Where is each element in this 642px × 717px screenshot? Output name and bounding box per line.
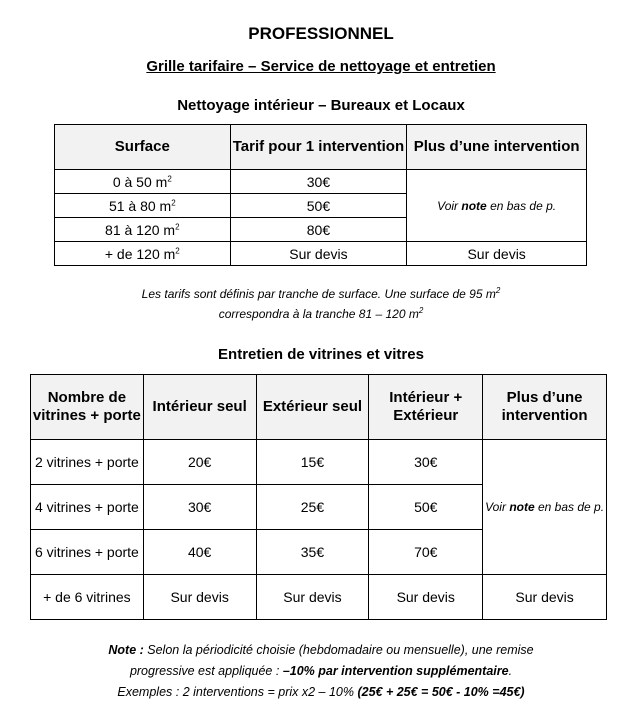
window-cleaning-table — [30, 374, 607, 620]
surface-cell: 51 à 80 $m^2$ — [55, 194, 231, 218]
price-cell: Sur devis — [256, 575, 369, 620]
see-note-cell: Voir note en bas de p. — [407, 170, 587, 242]
page-title: PROFESSIONNEL — [248, 24, 394, 43]
surface-caption: Les tarifs sont définis par tranche de surface. Une surface de 95 $m^2$ correspondra à la tranche 81 – 120 $m^2$ — [141, 286, 501, 321]
rate-cell: Sur devis — [230, 242, 407, 266]
price-cell: 25€ — [256, 485, 369, 530]
table-row — [31, 575, 607, 620]
price-cell: 20€ — [143, 440, 256, 485]
col-header-interior: Intérieur seul — [143, 375, 256, 440]
price-cell: Sur devis — [369, 575, 483, 620]
col-header-count: Nombre de vitrines + porte — [31, 375, 144, 440]
surface-cell: + de 120 $m^2$ — [55, 242, 231, 266]
price-cell: 30€ — [143, 485, 256, 530]
section2-heading: Entretien de vitrines et vitres — [218, 346, 424, 363]
price-cell: 30€ — [369, 440, 483, 485]
interior-cleaning-table — [54, 124, 587, 266]
rate-cell: 50€ — [230, 194, 407, 218]
page-subtitle: Grille tarifaire – Service de nettoyage et entretien — [146, 58, 496, 75]
price-cell: 70€ — [369, 530, 483, 575]
col-header-multi: Plus d’une intervention — [483, 375, 607, 440]
col-header-multi-rate: Plus d’une intervention — [407, 125, 587, 170]
surface-cell: 81 à 120 $m^2$ — [55, 218, 231, 242]
col-header-surface: Surface — [55, 125, 231, 170]
row-label: 6 vitrines + porte — [31, 530, 144, 575]
price-cell: Sur devis — [143, 575, 256, 620]
rate-cell: 30€ — [230, 170, 407, 194]
row-label: 4 vitrines + porte — [31, 485, 144, 530]
col-header-exterior: Extérieur seul — [256, 375, 369, 440]
multi-rate-cell: Sur devis — [407, 242, 587, 266]
col-header-both: Intérieur + Extérieur — [369, 375, 483, 440]
price-cell: 40€ — [143, 530, 256, 575]
price-cell: 35€ — [256, 530, 369, 575]
surface-cell: 0 à 50 $m^2$ — [55, 170, 231, 194]
row-label: + de 6 vitrines — [31, 575, 144, 620]
table-row — [31, 440, 607, 485]
table-row — [55, 170, 587, 194]
price-cell: 50€ — [369, 485, 483, 530]
price-cell: 15€ — [256, 440, 369, 485]
table-row — [55, 242, 587, 266]
see-note-cell: Voir note en bas de p. — [483, 440, 607, 575]
section1-heading: Nettoyage intérieur – Bureaux et Locaux — [177, 97, 465, 114]
row-label: 2 vitrines + porte — [31, 440, 144, 485]
note-label: Note : — [108, 643, 144, 657]
footer-note: Note : Selon la périodicité choisie (hebdomadaire ou mensuelle), une remise progressive est appliquée : –10% par intervention supplémentaire. Exemples : 2 interventions = prix x2 – 10% (25€ + 25€ = 50€ - 10% =45€) — [108, 643, 534, 699]
col-header-single-rate: Tarif pour 1 intervention — [230, 125, 407, 170]
multi-price-cell: Sur devis — [483, 575, 607, 620]
rate-cell: 80€ — [230, 218, 407, 242]
